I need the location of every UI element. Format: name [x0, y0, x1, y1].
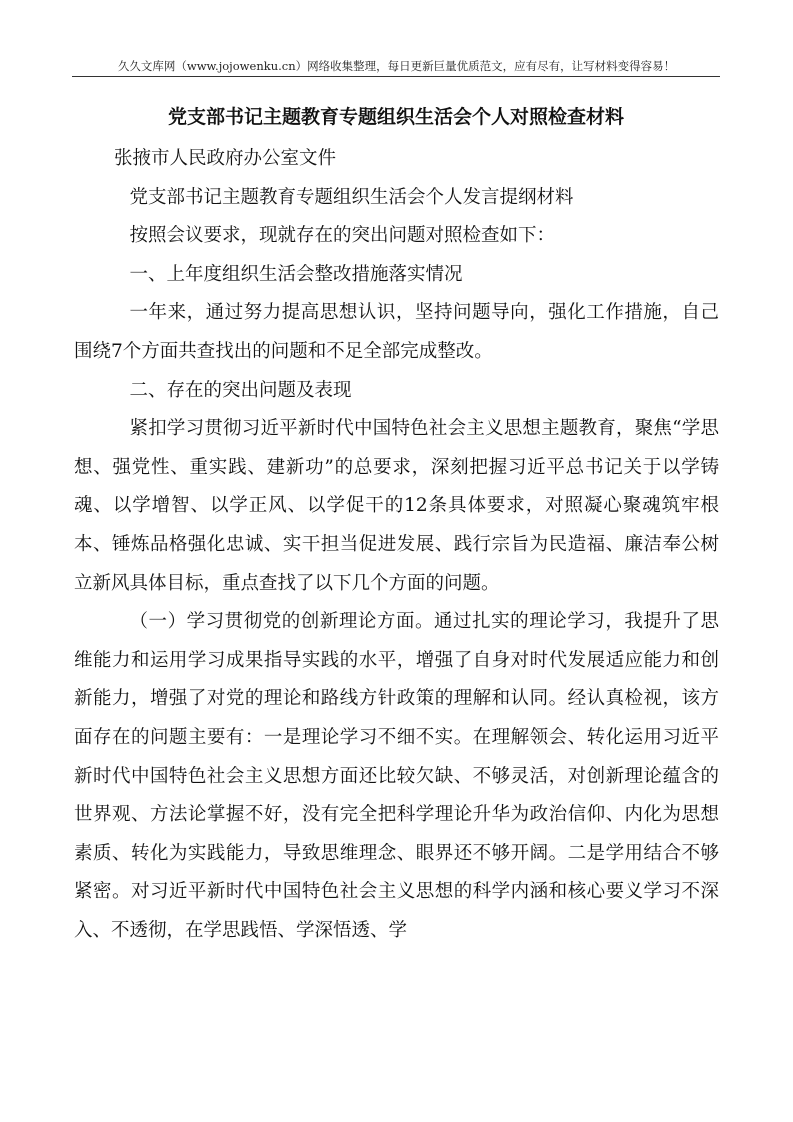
issuing-office-line: 张掖市人民政府办公室文件	[114, 148, 337, 169]
document-title: 党支部书记主题教育专题组织生活会个人对照检查材料	[167, 106, 624, 128]
body-paragraph: （一）学习贯彻党的创新理论方面。通过扎实的理论学习，我提升了思维能力和运用学习成果指导实践的水平，增强了自身对时代发展适应能力和创新能力，增强了对党的理论和路线方针政策的理解和认同。经认真检视，该方面存在的问题主要有：一是理论学习不细不实。在理解领会、转化运用习近平新时代中国特色社会主义思想方面还比较欠缺、不够灵活，对创新理论蕴含的世界观、方法论掌握不好，没有完全把科学理论升华为政治信仰、内化为思想素质、转化为实践能力，导致思维理念、眼界还不够开阔。二是学用结合不够紧密。对习近平新时代中国特色社会主义思想的科学内涵和核心要义学习不深入、不透彻，在学思践悟、学深悟透、学	[74, 611, 719, 941]
document-body	[74, 140, 719, 950]
subtitle-paragraph: 党支部书记主题教育专题组织生活会个人发言提纲材料	[129, 186, 574, 208]
body-paragraph: 紧扣学习贯彻习近平新时代中国特色社会主义思想主题教育，聚焦“学思想、强党性、重实践、建新功”的总要求，深刻把握习近平总书记关于以学铸魂、以学增智、以学正风、以学促干的12条具体要求，对照凝心聚魂筑牢根本、锤炼品格强化忠诚、实干担当促进发展、践行宗旨为民造福、廉洁奉公树立新风具体目标，重点查找了以下几个方面的问题。	[74, 418, 719, 594]
page-header: 久久文库网（www.jojowenku.cn）网络收集整理，每日更新巨量优质范文，应有尽有，让写材料变得容易！	[117, 59, 676, 73]
section-heading-2: 二、存在的突出问题及表现	[129, 379, 352, 401]
header-divider	[72, 76, 720, 77]
intro-paragraph: 按照会议要求，现就存在的突出问题对照检查如下：	[129, 225, 556, 247]
body-paragraph: 一年来，通过努力提高思想认识，坚持问题导向，强化工作措施，自己围绕7个方面共查找出的问题和不足全部完成整改。	[74, 302, 719, 362]
section-heading-1: 一、上年度组织生活会整改措施落实情况	[129, 263, 463, 285]
